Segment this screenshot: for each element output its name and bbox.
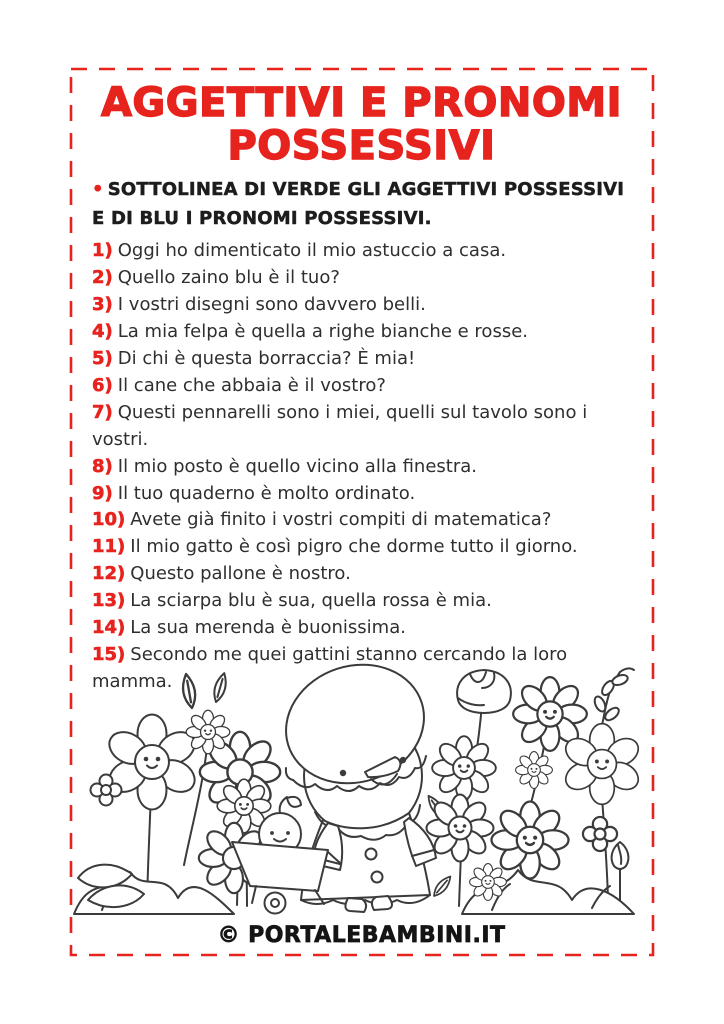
sentence-item-15 bbox=[92, 642, 631, 696]
instruction-text: SOTTOLINEA DI VERDE GLI AGGETTIVI POSSESSIVI E DI BLU I PRONOMI POSSESSIVI. bbox=[92, 179, 625, 230]
sentence-item-7 bbox=[92, 400, 631, 454]
sentence-number: 7) bbox=[92, 401, 113, 423]
sentence-text: Quello zaino blu è il tuo? bbox=[117, 267, 340, 289]
sentence-text: Di chi è questa borraccia? È mia! bbox=[117, 348, 416, 369]
sentence-item-8 bbox=[92, 454, 631, 481]
sentence-number: 6) bbox=[92, 374, 113, 396]
sentence-number: 2) bbox=[92, 267, 113, 289]
sentence-item-9 bbox=[92, 481, 631, 508]
worksheet-title bbox=[92, 82, 631, 168]
sentence-item-12 bbox=[92, 561, 631, 588]
sentence-item-14 bbox=[92, 615, 631, 642]
sentence-text: I vostri disegni sono davvero belli. bbox=[117, 294, 426, 316]
sentence-item-11 bbox=[92, 534, 631, 561]
sentence-text: La sua merenda è buonissima. bbox=[130, 617, 406, 639]
sentence-item-3 bbox=[92, 292, 631, 319]
sentence-text: La mia felpa è quella a righe bianche e rosse. bbox=[117, 321, 528, 343]
copyright-footer: © PORTALEBAMBINI.IT bbox=[217, 923, 506, 948]
sentence-number: 10) bbox=[92, 509, 126, 531]
sentence-number: 4) bbox=[92, 321, 113, 343]
sentence-number: 5) bbox=[92, 348, 113, 369]
sentence-number: 11) bbox=[92, 536, 126, 558]
sentence-text: Secondo me quei gattini stanno cercando la loro mamma. bbox=[92, 643, 568, 692]
sentence-text: Questo pallone è nostro. bbox=[130, 563, 351, 585]
sentence-text: Il cane che abbaia è il vostro? bbox=[117, 374, 386, 396]
sentence-list bbox=[92, 238, 631, 695]
sentence-item-5 bbox=[92, 346, 631, 373]
sentence-text: Avete già finito i vostri compiti di matematica? bbox=[130, 509, 552, 531]
sentence-text: Questi pennarelli sono i miei, quelli sul tavolo sono i vostri. bbox=[92, 401, 588, 450]
sentence-text: Il mio gatto è così pigro che dorme tutto il giorno. bbox=[130, 536, 578, 558]
sentence-number: 14) bbox=[92, 617, 126, 639]
garden-chick-illustration bbox=[72, 660, 652, 915]
sentence-number: 3) bbox=[92, 294, 113, 316]
title-line-1: AGGETTIVI E PRONOMI bbox=[100, 80, 623, 126]
sentence-item-2 bbox=[92, 265, 631, 292]
instructions bbox=[92, 175, 631, 233]
sentence-number: 15) bbox=[92, 643, 126, 665]
sentence-number: 12) bbox=[92, 563, 126, 585]
sentence-text: La sciarpa blu è sua, quella rossa è mia. bbox=[130, 590, 492, 612]
sentence-text: Il tuo quaderno è molto ordinato. bbox=[117, 482, 416, 504]
sentence-number: 8) bbox=[92, 455, 113, 477]
sentence-text: Il mio posto è quello vicino alla finestra. bbox=[117, 455, 478, 477]
sentence-item-10 bbox=[92, 507, 631, 534]
sentence-number: 9) bbox=[92, 482, 113, 504]
sentence-text: Oggi ho dimenticato il mio astuccio a casa. bbox=[117, 240, 507, 262]
sentence-item-13 bbox=[92, 588, 631, 615]
worksheet-content bbox=[70, 68, 653, 696]
title-line-2: POSSESSIVI bbox=[227, 123, 496, 170]
sentence-number: 13) bbox=[92, 590, 126, 612]
sentence-item-1 bbox=[92, 238, 631, 265]
instruction-bullet: • bbox=[92, 179, 104, 201]
sentence-item-6 bbox=[92, 373, 631, 400]
sentence-item-4 bbox=[92, 319, 631, 346]
sentence-number: 1) bbox=[92, 240, 113, 262]
